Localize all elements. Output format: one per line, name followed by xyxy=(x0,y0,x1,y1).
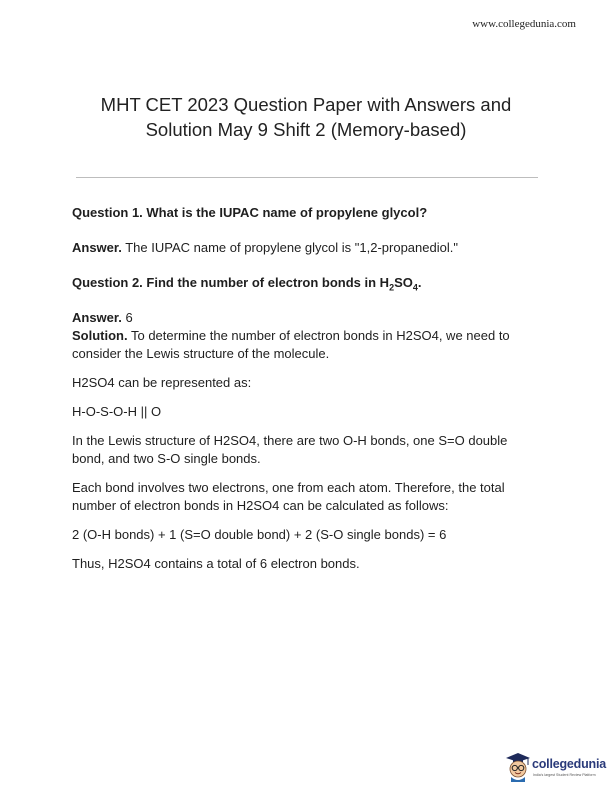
solution-text: To determine the number of electron bonds in H2SO4, we need to consider the Lewis structure of the molecule. xyxy=(72,328,510,361)
question-2 xyxy=(72,274,542,292)
question-2-mid: SO xyxy=(394,275,413,290)
question-2-prefix: Question 2. Find the number of electron bonds in H xyxy=(72,275,390,290)
logo-tagline: India's largest Student Review Platform xyxy=(533,773,596,777)
question-1: Question 1. What is the IUPAC name of propylene glycol? xyxy=(72,205,428,220)
question-2-end: . xyxy=(417,275,422,290)
answer-1-text: The IUPAC name of propylene glycol is "1,2-propanediol." xyxy=(121,240,458,255)
answer-1 xyxy=(72,239,542,257)
page-title xyxy=(40,92,572,142)
collegedunia-logo xyxy=(505,752,605,786)
site-url: www.collegedunia.com xyxy=(472,18,576,30)
calculation-text: 2 (O-H bonds) + 1 (S=O double bond) + 2 (S-O single bonds) = 6 xyxy=(72,527,447,542)
answer-2 xyxy=(72,309,542,327)
answer-2-label: Answer. xyxy=(72,310,122,325)
title-divider xyxy=(76,177,538,178)
lewis-text: In the Lewis structure of H2SO4, there are two O-H bonds, one S=O double bond, and two S-O single bonds. xyxy=(72,433,508,466)
solution-label: Solution. xyxy=(72,328,128,343)
represent-text: H2SO4 can be represented as: xyxy=(72,375,252,390)
structure-formula: H-O-S-O-H || O xyxy=(72,404,162,419)
conclusion-text: Thus, H2SO4 contains a total of 6 electron bonds. xyxy=(72,556,360,571)
answer-1-label: Answer. xyxy=(72,240,122,255)
title-line-1: MHT CET 2023 Question Paper with Answers and xyxy=(100,94,512,115)
electron-text: Each bond involves two electrons, one from each atom. Therefore, the total number of electron bonds in H2SO4 can be calculated as follows: xyxy=(72,480,505,513)
solution-2 xyxy=(72,327,542,363)
answer-2-value: 6 xyxy=(121,310,133,325)
mascot-icon xyxy=(505,752,531,782)
logo-name: collegedunia xyxy=(532,757,607,771)
title-line-2: Solution May 9 Shift 2 (Memory-based) xyxy=(145,119,467,140)
question-2-sub-2: 4 xyxy=(412,282,418,293)
question-2-sub-1: 2 xyxy=(389,282,395,293)
question-content xyxy=(72,204,542,573)
